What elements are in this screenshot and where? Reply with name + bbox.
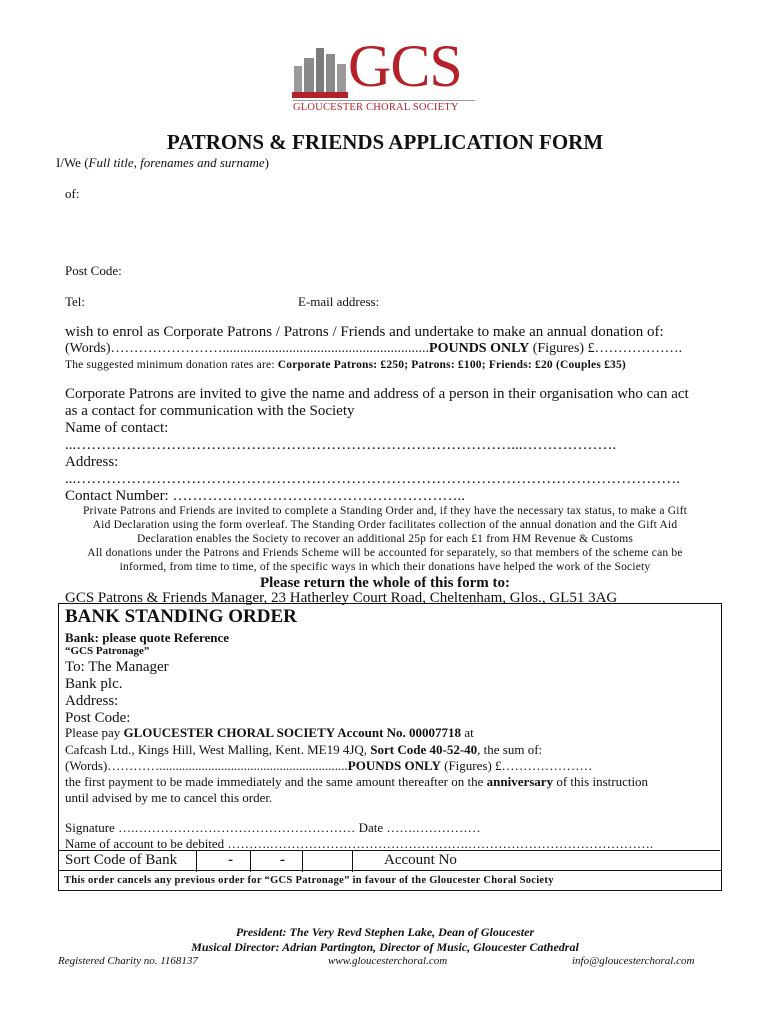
so-postcode-label: Post Code: [65,710,131,726]
contact-name-label: Name of contact: [65,420,169,436]
footer-email[interactable]: info@gloucesterchoral.com [572,955,695,967]
sort-code-cell-3[interactable] [302,850,303,872]
reference-value: “GCS Patronage” [65,645,150,657]
note-line-1: Private Patrons and Friends are invited to complete a Standing Order and, if they have the necessary tax status, to make a Gift [82,505,688,517]
gcs-logo [292,33,482,113]
sort-code-cell-2[interactable] [250,850,251,872]
to-manager: To: The Manager [65,659,169,675]
contact-name-field[interactable]: ...……………………………………………………………………………...………………. [65,437,617,453]
donation-words-line: (Words)……………………...........................................................POUNDS ONLY (Figures) £………………. [65,341,683,356]
iwe-label: I/We (Full title, forenames and surname) [56,155,269,170]
cancels-note: This order cancels any previous order for “GCS Patronage” in favour of the Gloucester Choral Society [64,875,554,886]
cafcash-line: Cafcash Ltd., Kings Hill, West Malling, Kent. ME19 4JQ, Sort Code 40-52-40, the sum of: [65,742,543,757]
bank-reference-label: Bank: please quote Reference [65,630,230,645]
note-line-5: informed, from time to time, of the specific ways in which their donations have helped the work of the Society [119,561,651,573]
so-address-label: Address: [65,693,119,709]
standing-order-title: BANK STANDING ORDER [65,606,297,627]
please-pay: Please pay GLOUCESTER CHORAL SOCIETY Account No. 00007718 at [65,725,474,740]
until-advised: until advised by me to cancel this order. [65,790,273,805]
enrol-text: wish to enrol as Corporate Patrons / Patrons / Friends and undertake to make an annual donation of: [65,324,664,340]
sort-code-cell-1[interactable] [196,850,197,872]
address-field[interactable]: ...…………………………………………………………………………………………………………. [65,471,680,487]
corporate-text-2: as a contact for communication with the Society [65,403,355,419]
bank-plc: Bank plc. [65,676,123,692]
form-title: PATRONS & FRIENDS APPLICATION FORM [166,130,604,154]
cathedral-icon [292,44,350,100]
contact-number-field[interactable]: Contact Number: ………………………………………………….. [65,488,465,504]
footer-website[interactable]: www.gloucesterchoral.com [328,955,448,967]
sort-code-label: Sort Code of Bank [65,852,178,868]
first-payment: the first payment to be made immediately and the same amount thereafter on the anniversary of this instruction [65,774,649,789]
footer-president: President: The Very Revd Stephen Lake, Dean of Gloucester [235,925,535,939]
note-line-3: Declaration enables the Society to recover an additional 25p for each £1 from HM Revenue & Customs [136,533,634,545]
footer-charity: Registered Charity no. 1168137 [58,955,198,967]
sort-dash-2: - [280,852,285,868]
footer-musical-director: Musical Director: Adrian Partington, Director of Music, Gloucester Cathedral [191,940,579,954]
of-label: of: [65,186,80,201]
return-address: GCS Patrons & Friends Manager, 23 Hatherley Court Road, Cheltenham, Glos., GL51 3AG [65,590,618,606]
email-label: E-mail address: [298,294,380,309]
suggested-rates: The suggested minimum donation rates are: Corporate Patrons: £250; Patrons: £100; Friends: £20 (Couples £35) [65,359,626,371]
account-debited-field[interactable]: Name of account to be debited ……….……………………………………….……………………………………. [65,836,654,851]
so-words-line: (Words)…………..........................................................POUNDS ONLY (Figures) £………………… [65,758,593,773]
sort-dash-1: - [228,852,233,868]
account-no-cell[interactable] [352,850,353,872]
logo-letters: GCS [348,33,462,99]
account-no-label: Account No [384,852,457,868]
note-line-4: All donations under the Patrons and Friends Scheme will be accounted for separately, so that members of the scheme can be [87,547,683,559]
signature-date-field[interactable]: Signature ….…………………………………………… Date …….…………… [65,820,481,835]
tel-label: Tel: [65,294,86,309]
note-line-2: Aid Declaration using the form overleaf. The Standing Order facilitates collection of the annual donation and the Gift Aid [92,519,678,531]
postcode-label: Post Code: [65,263,122,278]
corporate-text-1: Corporate Patrons are invited to give the name and address of a person in their organisation who can act [65,386,689,402]
return-heading: Please return the whole of this form to: [259,575,511,591]
address-label: Address: [65,454,119,470]
box-divider [59,870,721,871]
sort-row-top [58,850,720,851]
logo-society-name: GLOUCESTER CHORAL SOCIETY [293,100,475,113]
